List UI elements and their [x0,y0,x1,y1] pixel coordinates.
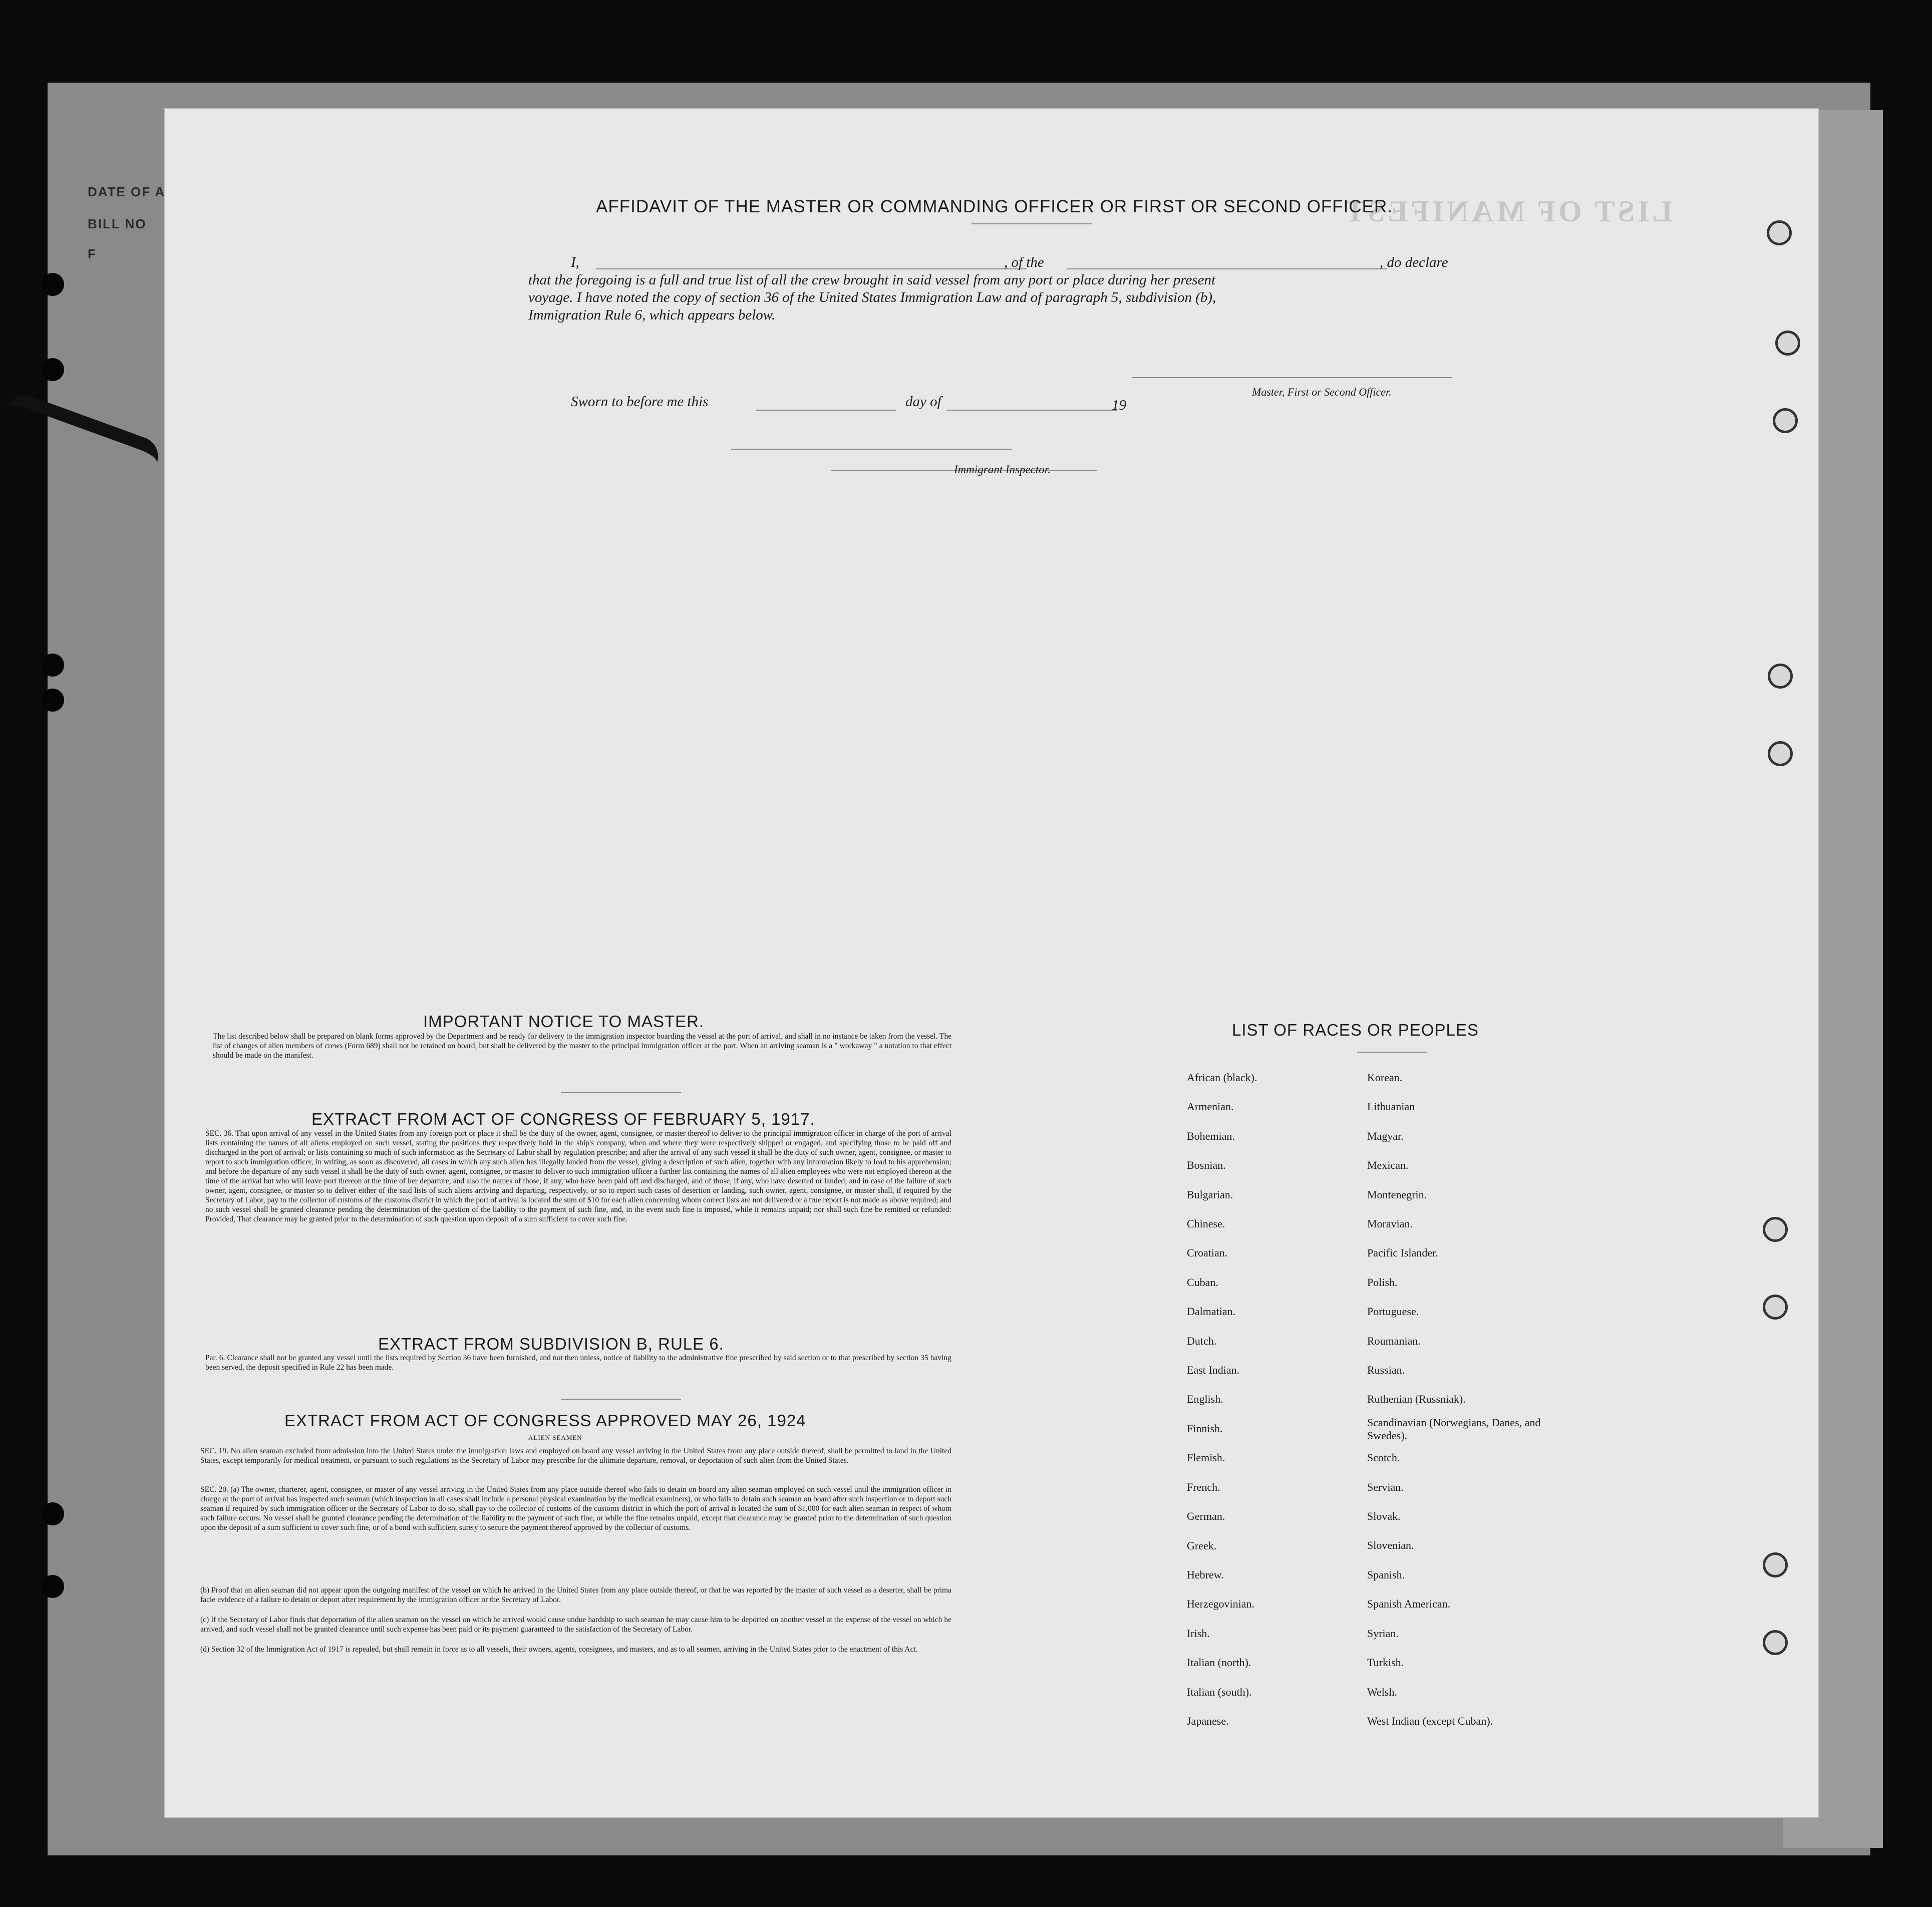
section-rule [561,1092,681,1093]
race-item: Hebrew. [1187,1568,1224,1581]
binder-hole-right [1763,1295,1788,1320]
extract-1924-sec20d: (d) Section 32 of the Immigration Act of 1917 is repealed, but shall remain in force as to all vessels, their owners, agents, consignees, and masters, and as to all seamen, arriving in the United States prior to the enactment of this Act. [200,1645,918,1654]
race-item: African (black). [1187,1071,1257,1084]
races-title: LIST OF RACES OR PEOPLES [1232,1021,1479,1039]
notice-title: IMPORTANT NOTICE TO MASTER. [423,1012,705,1031]
race-item: Irish. [1187,1627,1210,1640]
race-item: English. [1187,1393,1223,1406]
binder-hole-right [1767,220,1792,245]
race-item: Spanish American. [1367,1598,1451,1611]
affidavit-i: I, [571,254,579,270]
binder-hole-right [1768,664,1793,689]
section-rule [561,1399,681,1400]
affidavit-of-the: , of the [1004,254,1044,270]
race-item: Slovenian. [1367,1539,1414,1552]
race-item: Mexican. [1367,1159,1409,1172]
race-item: Dalmatian. [1187,1305,1236,1318]
race-item: Flemish. [1187,1451,1225,1464]
extract-1924-title: EXTRACT FROM ACT OF CONGRESS APPROVED MAY 26, 1924 [284,1411,806,1430]
race-item: Bosnian. [1187,1159,1226,1172]
notice-body: The list described below shall be prepared on blank forms approved by the Department and be ready for delivery to the immigration inspector boarding the vessel at the port of arrival, and shall in no instance be taken from the vessel. The list of changes of alien members of crews (Form 689) shall not be retained on board, but shall be delivered by the master to the principal immigration officer at the port. When an arriving seaman is a " workaway " a notation to that effect should be made on the manifest. [213,1032,951,1060]
day-blank[interactable] [756,410,896,411]
race-item: Italian (north). [1187,1656,1251,1669]
binder-hole [41,689,64,712]
extract-1924-subtitle: ALIEN SEAMEN [528,1434,582,1441]
race-item: Montenegrin. [1367,1188,1427,1201]
race-item: Croatian. [1187,1246,1228,1259]
race-item: German. [1187,1510,1225,1523]
binder-hole-right [1773,408,1798,433]
race-item: Scotch. [1367,1451,1400,1464]
affidavit-line2: that the foregoing is a full and true list of all the crew brought in said vessel from any port or place during her present [528,272,1216,288]
day-of-text: day of [905,394,941,410]
extract-1917-title: EXTRACT FROM ACT OF CONGRESS OF FEBRUARY 5, 1917. [311,1110,815,1128]
race-item: Korean. [1367,1071,1403,1084]
race-item: Welsh. [1367,1685,1397,1698]
race-item: French. [1187,1480,1220,1493]
race-item: Portuguese. [1367,1305,1419,1318]
races-rule [1357,1052,1427,1053]
binder-hole-right [1775,331,1800,356]
manifest-page [165,109,1818,1817]
races-right-column [1367,1063,1577,1736]
inspector-label: Immigrant Inspector. [954,463,1051,476]
races-left-column [1187,1063,1347,1736]
race-item: Servian. [1367,1480,1404,1493]
race-item: Ruthenian (Russniak). [1367,1393,1466,1406]
inspector-blank-1[interactable] [731,449,1012,450]
race-item: Scandinavian (Norwegians, Danes, and Swedes). [1367,1416,1541,1442]
name-blank[interactable] [596,268,1027,269]
binder-hole [41,273,64,296]
extract-rule6-body: Par. 6. Clearance shall not be granted any vessel until the lists required by Section 36 have been furnished, and not then unless, notice of liability to the administrative fine prescribed by said section or to that prescribed by section 35 having been served, the deposit specified in Rule 22 has been made. [205,1354,951,1372]
month-blank[interactable] [946,410,1117,411]
back-stamp-bill: BILL NO [88,216,147,231]
race-item: Moravian. [1367,1217,1413,1230]
extract-1924-sec20b: (b) Proof that an alien seaman did not appear upon the outgoing manifest of the vessel on which he arrived in the United States from any place outside thereof, or that he was reported by the master of such vessel as a deserter, shall be prima facie evidence of a failure to detain or deport after requirement by the immigration officer or the Secretary of Labor. [200,1586,951,1604]
sworn-text: Sworn to before me this [571,394,709,410]
binder-hole-right [1763,1217,1788,1242]
race-item: Italian (south). [1187,1685,1252,1698]
back-stamp-date: DATE OF A [88,184,166,199]
bleed-through-text: LIST OF MANIFEST [1342,195,1673,228]
race-item: Chinese. [1187,1217,1225,1230]
race-item: Slovak. [1367,1510,1401,1523]
affidavit-line4: Immigration Rule 6, which appears below. [528,307,776,323]
race-item: Roumanian. [1367,1334,1421,1347]
title-rule [972,223,1092,224]
extract-rule6-title: EXTRACT FROM SUBDIVISION B, RULE 6. [378,1335,724,1353]
vessel-blank[interactable] [1067,268,1387,269]
race-item: Bohemian. [1187,1129,1235,1142]
signature-label: Master, First or Second Officer. [1252,386,1392,398]
binder-hole-right [1768,741,1793,766]
binder-hole [41,654,64,677]
race-item: Polish. [1367,1276,1398,1289]
race-item: Herzegovinian. [1187,1598,1254,1611]
race-item: Armenian. [1187,1100,1234,1113]
signature-blank[interactable] [1132,377,1452,378]
race-item: West Indian (except Cuban). [1367,1714,1493,1727]
affidavit-line3: voyage. I have noted the copy of section 36 of the United States Immigration Law and of paragraph 5, subdivision (b), [528,289,1216,305]
race-item: Bulgarian. [1187,1188,1233,1201]
binder-hole [41,1502,64,1525]
affidavit-do-declare: , do declare [1380,254,1448,270]
binder-hole [41,1575,64,1598]
extract-1924-sec19: SEC. 19. No alien seaman excluded from admission into the United States under the immigration laws and employed on board any vessel arriving in the United States from any place outside thereof, shall be permitted to land in the United States, except temporarily for medical treatment, or pursuant to such regulations as the Secretary of Labor may prescribe for the ultimate departure, removal, or deportation of such alien from the United States. [200,1447,951,1465]
extract-1924-sec20a: SEC. 20. (a) The owner, charterer, agent, consignee, or master of any vessel arriving in the United States from any place outside thereof who fails to detain on board any alien seaman employed on such vessel until the immigration officer in charge at the port of arrival has inspected such seaman (which inspection in all cases shall include a personal physical examination by the medical examiners), or who fails to detain such seaman on board after such inspection or to deport such seaman if required by such immigration officer or the Secretary of Labor to do so, shall pay to the collector of customs of the customs district in which the port of arrival is located the sum of $1,000 for each alien seaman in respect of whom such failure occurs. No vessel shall be granted clearance pending the determination of the liability to the payment of such fine, or while the fine remains unpaid, except that clearance may be granted prior to the determination of such question upon the deposit of a sum sufficient to cover such fine, or of a bond with sufficient surety to secure the payment thereof approved by the collector of customs. [200,1485,951,1532]
race-item: Lithuanian [1367,1100,1415,1113]
extract-1924-sec20c: (c) If the Secretary of Labor finds that deportation of the alien seaman on the vessel on which he arrived would cause undue hardship to such seaman he may cause him to be deported on another vessel at the expense of the vessel on which he arrived, and such vessel shall not be granted clearance until such expense has been paid or its payment guaranteed to the satisfaction of the Secretary of Labor. [200,1616,951,1634]
race-item: Spanish. [1367,1568,1405,1581]
extract-1917-body: SEC. 36. That upon arrival of any vessel in the United States from any foreign port or place it shall be the duty of the owner, agent, consignee, or master thereof to deliver to the principal immigration officer in charge of the port of arrival lists containing the names of all aliens employed on such vessel, stating the positions they respectively hold in the ship's company, when and where they were respectively shipped or engaged, and specifying those to be paid off and discharged in the port of arrival; or lists containing so much of such information as the Secretary of Labor shall by regulation prescribe; and after the arrival of any such vessel it shall be the duty of such owner, agent, consignee, or master to report to such immigration officer, in writing, as soon as discovered, all cases in which any such alien has illegally landed from the vessel, giving a description of such alien, together with any information likely to lead to his apprehension; and before the departure of any such vessel it shall be the duty of such owner, agent, consignee, or master to deliver to such immigration officer a further list containing the names of all alien employees who were not employed thereon at the time of the arrival but who will leave port thereon at the time of her departure, and also the names of those, if any, who have been paid off and discharged, and of those, if any, who have deserted or landed; and in case of the failure of such owner, agent, consignee, or master so to deliver either of the said lists of such aliens arriving and departing, respectively, or so to report such cases of desertion or landing, such owner, agent, consignee, or master shall, if required by the Secretary of Labor, pay to the collector of customs of the customs district in which the port of arrival is located the sum of $10 for each alien concerning whom correct lists are not delivered or a true report is not made as above required; and no such vessel shall be granted clearance pending the determination of the question of the liability to the payment of such fine, and, in the event such fine is imposed, while it remains unpaid; nor shall such fine be remitted or refunded: Provided, That clearance may be granted prior to the determination of such question upon deposit of a sum sufficient to cover such fine. [205,1129,951,1223]
race-item: Pacific Islander. [1367,1246,1438,1259]
race-item: Russian. [1367,1364,1405,1377]
binder-hole-right [1763,1552,1788,1577]
affidavit-title: AFFIDAVIT OF THE MASTER OR COMMANDING OFFICER OR FIRST OR SECOND OFFICER. [596,197,1393,216]
year-prefix: 19 [1112,397,1126,413]
back-stamp-f: F [88,246,97,261]
race-item: East Indian. [1187,1364,1240,1377]
race-item: Finnish. [1187,1422,1223,1435]
race-item: Magyar. [1367,1129,1404,1142]
race-item: Greek. [1187,1539,1217,1552]
race-item: Cuban. [1187,1276,1218,1289]
binder-hole [41,358,64,381]
race-item: Dutch. [1187,1334,1217,1347]
race-item: Japanese. [1187,1714,1229,1727]
binder-hole-right [1763,1630,1788,1655]
race-item: Syrian. [1367,1627,1399,1640]
race-item: Turkish. [1367,1656,1404,1669]
